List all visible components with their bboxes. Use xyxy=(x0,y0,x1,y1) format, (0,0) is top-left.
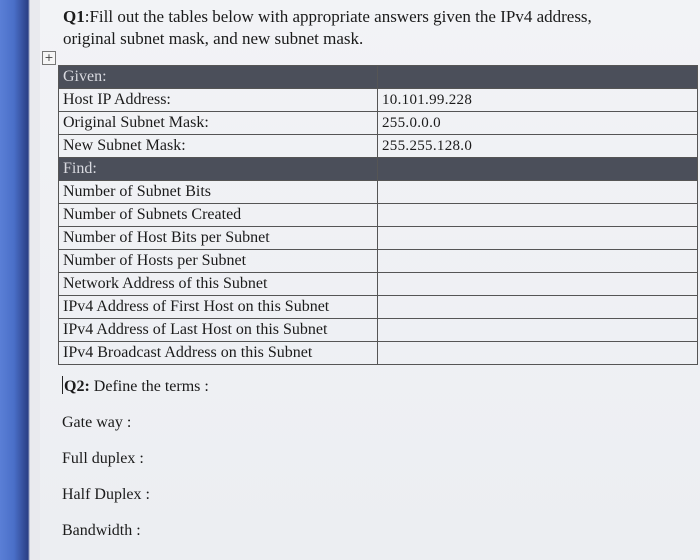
row-label: Number of Subnet Bits xyxy=(59,181,378,204)
table-row xyxy=(59,204,698,227)
table-row xyxy=(59,273,698,296)
answer-cell[interactable] xyxy=(378,227,698,250)
row-label: Number of Subnets Created xyxy=(59,204,378,227)
table-row xyxy=(59,227,698,250)
row-value[interactable]: 255.255.128.0 xyxy=(378,135,698,158)
answer-cell[interactable] xyxy=(378,319,698,342)
find-header: Find: xyxy=(59,158,378,181)
row-label: IPv4 Address of Last Host on this Subnet xyxy=(59,319,378,342)
term-full-duplex[interactable]: Full duplex : xyxy=(62,450,144,467)
answer-cell[interactable] xyxy=(378,342,698,365)
row-label: Original Subnet Mask: xyxy=(59,112,378,135)
table-row xyxy=(59,296,698,319)
table-row xyxy=(59,89,698,112)
find-header-blank xyxy=(378,158,698,181)
q1-label: Q1 xyxy=(63,7,85,26)
row-value[interactable]: 10.101.99.228 xyxy=(378,89,698,112)
find-header-row xyxy=(59,158,698,181)
question-1 xyxy=(63,6,663,50)
table-row xyxy=(59,112,698,135)
q1-text-line2: original subnet mask, and new subnet mask. xyxy=(63,29,364,48)
text-cursor xyxy=(62,376,63,394)
q2-label: Q2: xyxy=(64,378,90,395)
term-gateway[interactable]: Gate way : xyxy=(62,414,132,431)
answer-cell[interactable] xyxy=(378,181,698,204)
table-row xyxy=(59,181,698,204)
q2-text: Define the terms : xyxy=(93,378,209,395)
table-row xyxy=(59,250,698,273)
answer-cell[interactable] xyxy=(378,296,698,319)
row-label: IPv4 Broadcast Address on this Subnet xyxy=(59,342,378,365)
answer-cell[interactable] xyxy=(378,273,698,296)
answer-cell[interactable] xyxy=(378,204,698,227)
term-half-duplex[interactable]: Half Duplex : xyxy=(62,486,150,503)
table-row xyxy=(59,342,698,365)
q2-heading xyxy=(62,376,209,396)
row-label: New Subnet Mask: xyxy=(59,135,378,158)
given-header-row xyxy=(59,66,698,89)
row-label: Network Address of this Subnet xyxy=(59,273,378,296)
q1-text-line1: :Fill out the tables below with appropriate answers given the IPv4 address, xyxy=(84,7,592,26)
subnet-table xyxy=(58,65,698,365)
row-label: Number of Host Bits per Subnet xyxy=(59,227,378,250)
given-header-blank xyxy=(378,66,698,89)
table-move-handle-icon[interactable]: + xyxy=(42,51,56,65)
row-label: Host IP Address: xyxy=(59,89,378,112)
row-label: Number of Hosts per Subnet xyxy=(59,250,378,273)
table-row xyxy=(59,135,698,158)
given-header: Given: xyxy=(59,66,378,89)
term-bandwidth[interactable]: Bandwidth : xyxy=(62,522,141,539)
row-value[interactable]: 255.0.0.0 xyxy=(378,112,698,135)
answer-cell[interactable] xyxy=(378,250,698,273)
row-label: IPv4 Address of First Host on this Subnet xyxy=(59,296,378,319)
table-row xyxy=(59,319,698,342)
